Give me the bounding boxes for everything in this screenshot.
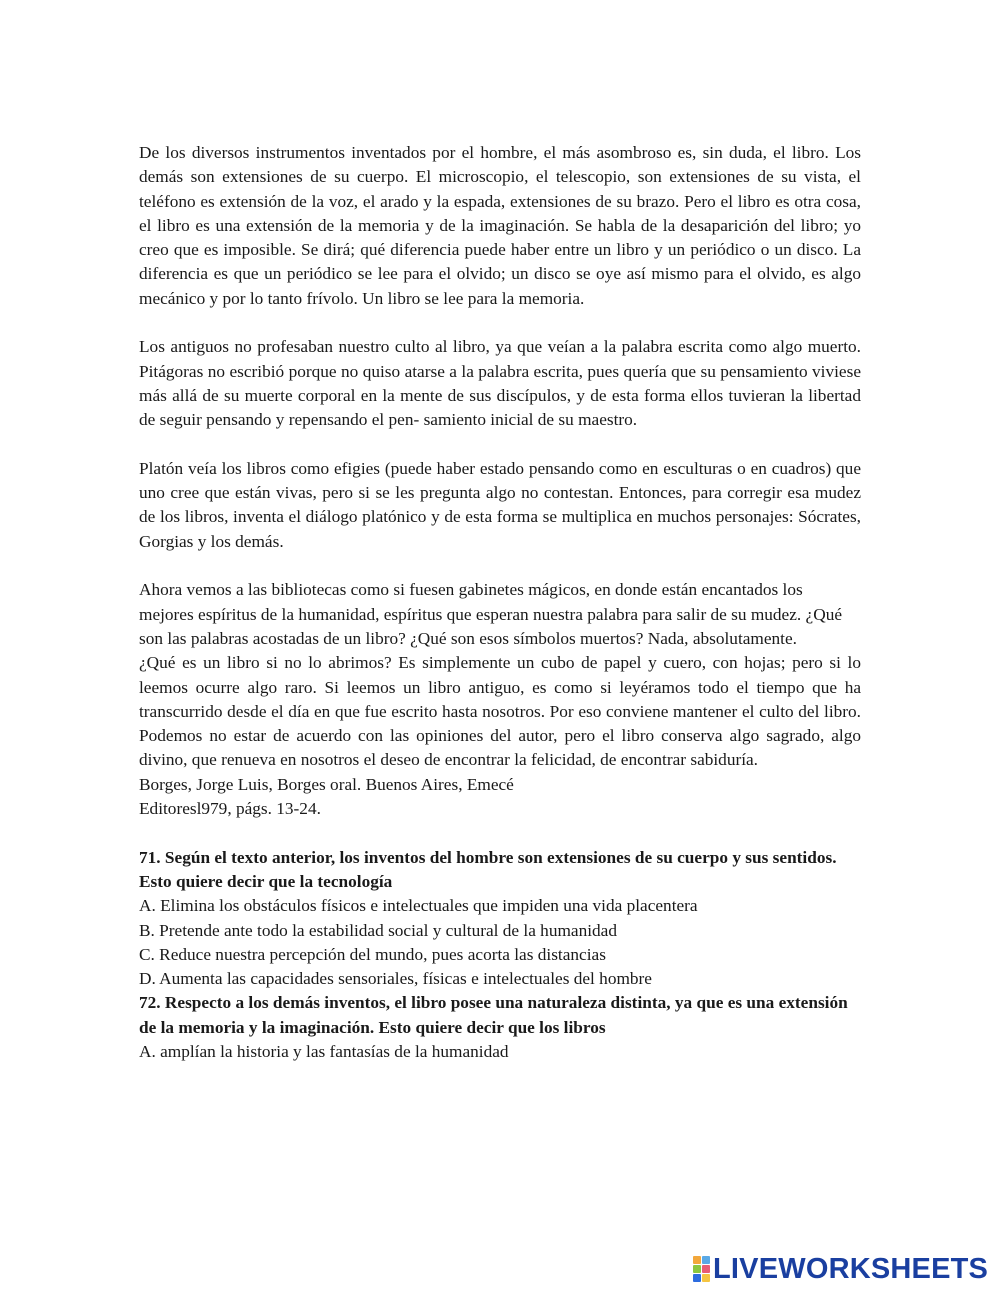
question-71: 71. Según el texto anterior, los inventos del hombre son extensiones de su cuerpo y sus sentidos. Esto quiere decir que la tecnología (139, 847, 837, 891)
logo-mark-icon (693, 1256, 710, 1282)
logo-square (693, 1256, 701, 1264)
question-71-option-a[interactable]: A. Elimina los obstáculos físicos e intelectuales que impiden una vida placentera (139, 896, 698, 916)
question-71-option-b[interactable]: B. Pretende ante todo la estabilidad social y cultural de la humanidad (139, 920, 617, 940)
question-71-option-c[interactable]: C. Reduce nuestra percepción del mundo, pues acorta las distancias (139, 944, 606, 964)
liveworksheets-logo (693, 1254, 988, 1284)
logo-square (702, 1274, 710, 1282)
paragraph-1: De los diversos instrumentos inventados por el hombre, el más asombroso es, sin duda, el libro. Los demás son extensiones de su cuerpo. El microscopio, el telescopio, son extensiones de su vista, el teléfono es extensión de la voz, el arado y la espada, extensiones de su brazo. Pero el libro es otra cosa, el libro es una extensión de la memoria y de la imaginación. Se habla de la desaparición del libro; yo creo que es imposible. Se dirá; qué diferencia puede haber entre un libro y un periódico o un disco. La diferencia es que un periódico se lee para el olvido; un disco se oye así mismo para el olvido, es algo mecánico y por lo tanto frívolo. Un libro se lee para la memoria. (139, 143, 861, 308)
paragraph-5: ¿Qué es un libro si no lo abrimos? Es simplemente un cubo de papel y cuero, con hojas; pero si lo leemos ocurre algo raro. Si leemos un libro antiguo, es como si leyéramos todo el tiempo que ha transcurrido desde el día en que fue escrito hasta nosotros. Por eso conviene mantener el culto del libro. Podemos no estar de acuerdo con las opiniones del autor, pero el libro conserva algo sagrado, algo divino, que renueva en nosotros el deseo de encontrar la felicidad, de encontrar sabiduría. (139, 653, 861, 770)
logo-square (702, 1265, 710, 1273)
logo-text: LIVEWORKSHEETS (713, 1253, 989, 1285)
paragraph-2: Los antiguos no profesaban nuestro culto al libro, ya que veían a la palabra escrita como algo muerto. Pitágoras no escribió porque no quiso atarse a la palabra escrita, pues quería que su pensamiento viviese más allá de su muerte corporal en la mente de sus discípulos, y de esta forma ellos tuvieran la libertad de seguir pensando y repensando el pen- samiento inicial de su maestro. (139, 337, 861, 430)
logo-square (702, 1256, 710, 1264)
citation-line-1: Borges, Jorge Luis, Borges oral. Buenos Aires, Emecé (139, 774, 514, 794)
question-72: 72. Respecto a los demás inventos, el libro posee una naturaleza distinta, ya que es una extensión de la memoria y la imaginación. Esto quiere decir que los libros (139, 993, 848, 1037)
question-72-option-a[interactable]: A. amplían la historia y las fantasías de la humanidad (139, 1041, 509, 1061)
citation-line-2: Editoresl979, págs. 13-24. (139, 799, 321, 819)
paragraph-3: Platón veía los libros como efigies (puede haber estado pensando como en esculturas o en cuadros) que uno cree que están vivas, pero si se les pregunta algo no contestan. Entonces, para corregir esa mudez de los libros, inventa el diálogo platónico y de esta forma se multiplica en muchos personajes: Sócrates, Gorgias y los demás. (139, 458, 861, 551)
question-71-option-d[interactable]: D. Aumenta las capacidades sensoriales, físicas e intelectuales del hombre (139, 969, 652, 989)
logo-square (693, 1265, 701, 1273)
logo-square (693, 1274, 701, 1282)
paragraph-4: Ahora vemos a las bibliotecas como si fuesen gabinetes mágicos, en donde están encantados los mejores espíritus de la humanidad, espíritus que esperan nuestra palabra para salir de su mudez. ¿Qué son las palabras acostadas de un libro? ¿Qué son esos símbolos muertos? Nada, absolutamente. (139, 580, 843, 648)
reading-content (139, 141, 861, 1064)
